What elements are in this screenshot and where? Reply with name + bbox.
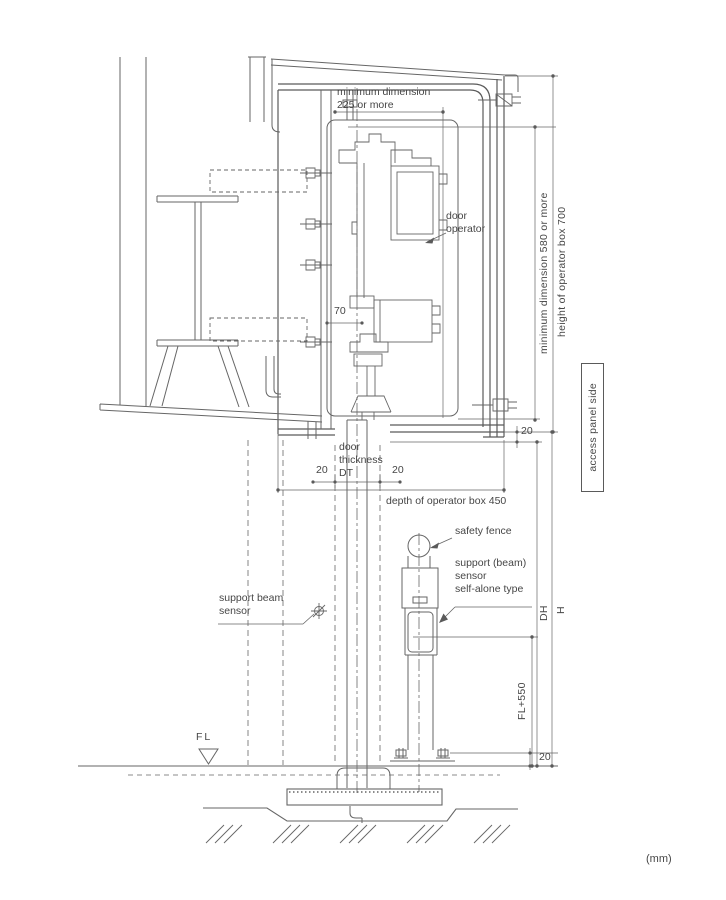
dim-20-door-right: 20 <box>392 464 404 476</box>
min-dimension-right-label: minimum dimension 580 or more <box>538 192 550 354</box>
support-sensor-right-label: support (beam) sensor self-alone type <box>455 557 527 595</box>
hidden-lines <box>248 88 419 795</box>
dimension-dots <box>276 74 554 767</box>
dim-20-door-left: 20 <box>316 464 328 476</box>
access-panel-side-tag: access panel side <box>581 363 604 492</box>
door-operator-mechanism <box>339 107 447 420</box>
dim-20-box-bottom: 20 <box>521 425 533 437</box>
unit-note: (mm) <box>646 853 672 865</box>
door-operator-label: door operator <box>446 210 486 235</box>
operator-box-outline <box>278 76 504 437</box>
i-beam <box>150 196 249 407</box>
dim-DH: DH <box>538 605 550 621</box>
beam-sensor-symbol <box>311 603 327 619</box>
wall-section <box>120 57 280 406</box>
door-thickness-label: door thickness DT <box>339 441 383 479</box>
wall-sill <box>100 356 322 439</box>
box-depth-label: depth of operator box 450 <box>386 495 507 507</box>
mounting-plate <box>321 90 331 429</box>
ground-hatching <box>206 825 510 843</box>
safety-fence-label: safety fence <box>455 525 512 537</box>
dim-FL550: FL+550 <box>516 682 528 720</box>
dim-70: 70 <box>334 305 346 317</box>
dimension-lines <box>278 76 558 770</box>
floor-level-label: FL <box>196 731 213 743</box>
floor-foundation <box>78 766 558 823</box>
support-sensor-left-label: support beam sensor <box>219 592 284 617</box>
dim-H: H <box>555 606 567 614</box>
box-height-label: height of operator box 700 <box>556 206 568 337</box>
safety-fence-sensor <box>390 535 455 766</box>
min-dimension-top-label: minimum dimension 225 or more <box>337 86 431 111</box>
dim-20-floor: 20 <box>539 751 551 763</box>
leader-arrows <box>425 238 448 624</box>
fl-marker-triangle <box>199 749 218 764</box>
box-liner <box>327 120 458 416</box>
